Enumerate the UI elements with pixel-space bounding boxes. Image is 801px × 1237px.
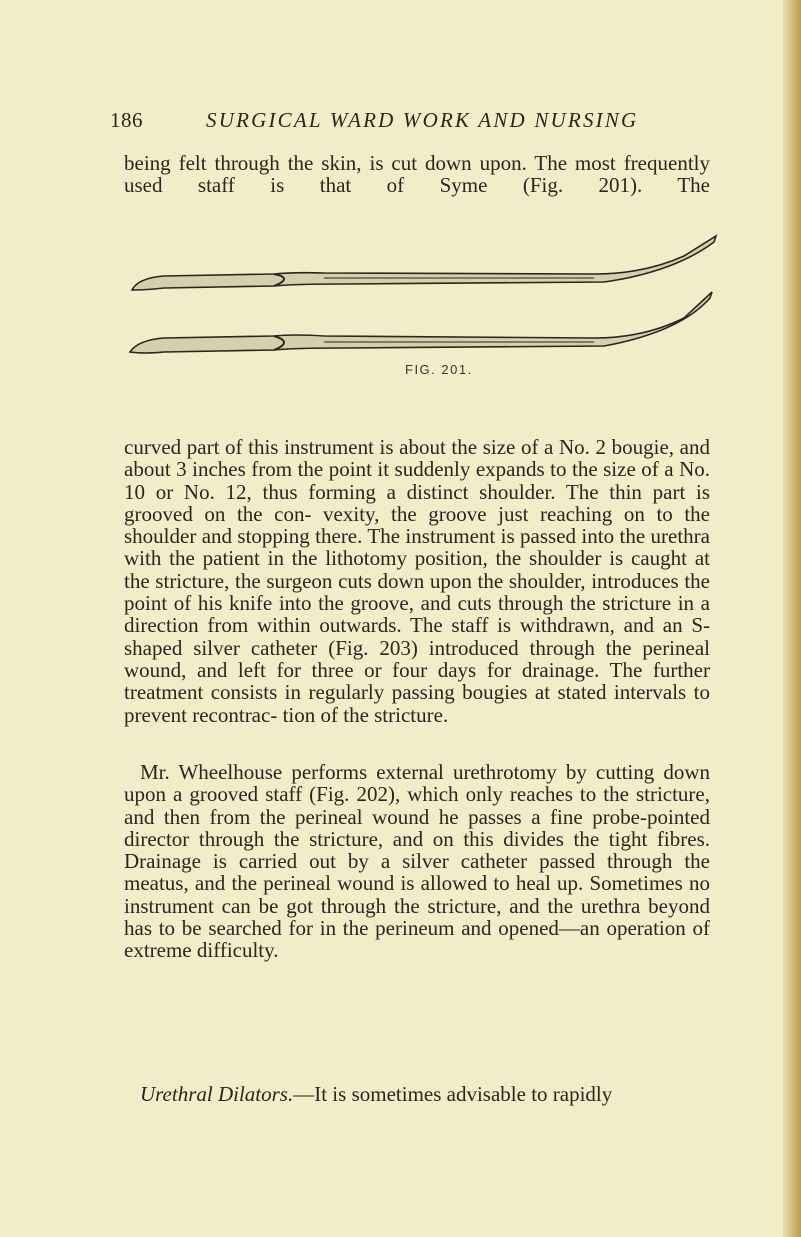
body-paragraph-2: Mr. Wheelhouse performs external urethrotomy by cutting down upon a grooved staff (Fig. 202), which only reaches to the stricture, and then from the perineal wound he passes a fine probe-pointed director through the stricture, and on this divides the tight fibres. Drainage is carried out by a silver catheter passed through the meatus, and the perineal wound is allowed to heal up. Sometimes no instrument can be got through the stricture, and the urethra beyond has to be searched for in the perineum and opened—an operation of extreme difficulty.	[124, 760, 710, 963]
staff-lower-outline	[130, 292, 712, 353]
page-edge-shading	[783, 0, 801, 1237]
figure-syme-staff	[124, 216, 724, 376]
page-header	[110, 108, 730, 138]
page-number: 186	[110, 108, 143, 132]
urethral-dilators-heading: Urethral Dilators.	[140, 1082, 294, 1106]
staff-upper-outline	[132, 236, 716, 290]
running-head: SURGICAL WARD WORK AND NURSING	[206, 108, 639, 132]
top-paragraph: being felt through the skin, is cut down upon. The most frequently used staff is that of Syme (Fig. 201). The	[124, 151, 710, 198]
body-paragraph-3	[124, 1083, 710, 1105]
body-paragraph-1: curved part of this instrument is about the size of a No. 2 bougie, and about 3 inches from the point it suddenly expands to the size of a No. 10 or No. 12, thus forming a distinct shoulder. The thin part is grooved on the con- vexity, the groove just reaching on to the shoulder and stopping there. The instrument is passed into the urethra with the patient in the lithotomy position, the shoulder is caught at the stricture, the surgeon cuts down upon the shoulder, introduces the point of his knife into the groove, and cuts through the stricture in a direction from within outwards. The staff is withdrawn, and an S-shaped silver catheter (Fig. 203) introduced through the perineal wound, and left for three or four days for drainage. The further treatment consists in regularly passing bougies at stated intervals to prevent recontrac- tion of the stricture.	[124, 435, 710, 727]
figure-caption: FIG. 201.	[405, 362, 473, 377]
syme-staff-illustration	[124, 216, 724, 376]
urethral-dilators-text: —It is sometimes advisable to rapidly	[293, 1082, 613, 1106]
